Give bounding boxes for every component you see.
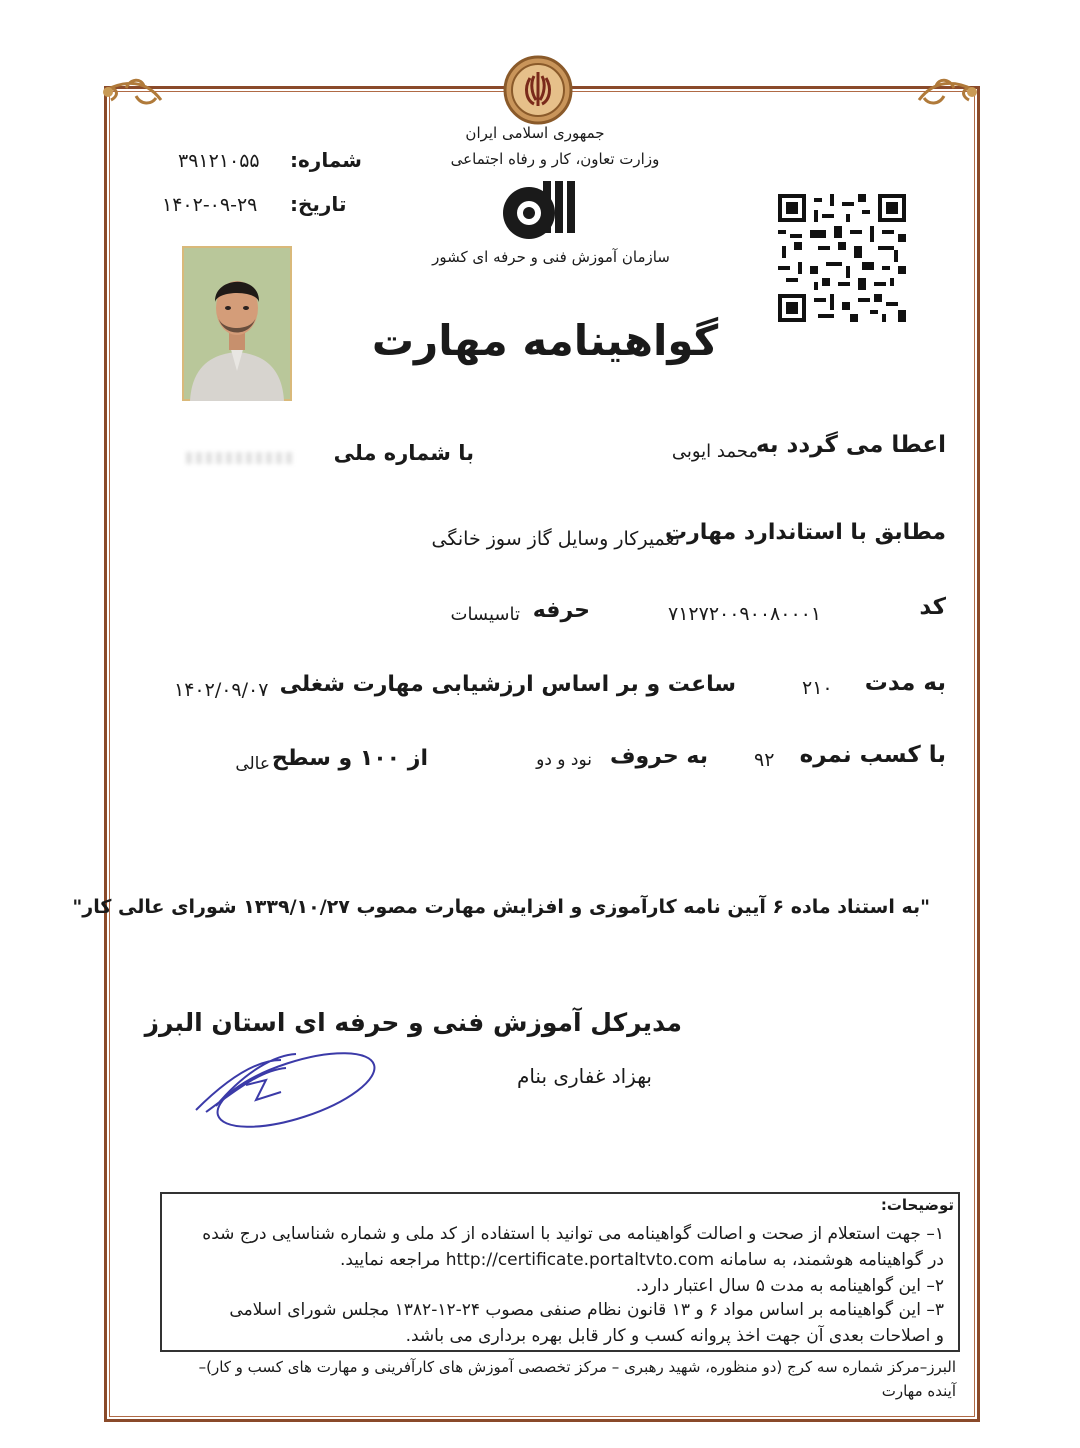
note-line-4: ۳– این گواهینامه بر اساس مواد ۶ و ۱۳ قانون نظام صنفی مصوب ۲۴-۱۲-۱۳۸۲ مجلس شورای اسلامی <box>229 1300 944 1320</box>
duration-label: به مدت <box>864 670 946 696</box>
footer-line-1: البرز–مرکز شماره سه کرج (دو منظوره، شهید رهبری – مرکز تخصصی آموزش های کارآفرینی و مهارت های کسب و کار)– <box>198 1358 956 1376</box>
notes-heading: توضیحات: <box>880 1196 954 1214</box>
trade-value: تاسیسات <box>450 604 520 625</box>
ornament-left-icon <box>96 70 166 120</box>
code-label: کد <box>919 594 946 620</box>
person-photo <box>182 246 292 401</box>
score-value: ۹۲ <box>754 749 775 771</box>
standard-label: مطابق با استاندارد مهارت <box>665 520 946 545</box>
granted-to-label: اعطا می گردد به <box>755 432 946 458</box>
code-value: ۷۱۲۷۲۰۰۹۰۰۸۰۰۰۱ <box>668 603 822 625</box>
tvto-logo-icon <box>499 173 579 245</box>
score-letters-label: به حروف <box>609 744 708 769</box>
signatory-name: بهزاد غفاری بنام <box>516 1064 652 1088</box>
standard-value: تعمیرکار وسایل گاز سوز خانگی <box>431 528 680 550</box>
header-org: سازمان آموزش فنی و حرفه ای کشور <box>432 248 670 266</box>
date-label: تاریخ: <box>290 192 347 216</box>
signatory-title: مدیرکل آموزش فنی و حرفه ای استان البرز <box>144 1008 682 1037</box>
notes-box <box>160 1192 960 1352</box>
header-country: جمهوری اسلامی ایران <box>465 124 605 142</box>
qr-code-icon[interactable] <box>778 194 906 322</box>
level-value: عالی <box>235 754 270 774</box>
evaluation-date: ۱۴۰۲/۰۹/۰۷ <box>174 679 269 701</box>
ornament-right-icon <box>914 70 984 120</box>
note-line-3: ۲– این گواهینامه به مدت ۵ سال اعتبار دارد. <box>635 1276 944 1296</box>
score-label: با کسب نمره <box>799 742 946 768</box>
certificate-title: گواهینامه مهارت <box>371 316 719 365</box>
signature-icon <box>186 1040 386 1130</box>
note-line-2: در گواهینامه هوشمند، به سامانه http://certificate.portaltvto.com مراجعه نمایید. <box>339 1250 944 1270</box>
number-value: ۳۹۱۲۱۰۵۵ <box>178 150 260 172</box>
number-label: شماره: <box>290 148 362 172</box>
recipient-name: محمد ایوبی <box>671 441 758 462</box>
hours-label: ساعت و بر اساس ارزشیابی مهارت شغلی <box>279 672 736 697</box>
national-id-redacted <box>186 452 296 464</box>
score-letters-value: نود و دو <box>536 750 592 770</box>
legal-clause: "به استناد ماده ۶ آیین نامه کارآموزی و افزایش مهارت مصوب ۱۳۳۹/۱۰/۲۷ شورای عالی کار" <box>72 896 930 918</box>
max-score-level-label: از ۱۰۰ و سطح <box>271 746 428 771</box>
national-id-label: با شماره ملی <box>333 441 474 465</box>
note-line-1: ۱– جهت استعلام از صحت و اصالت گواهینامه می توانید با استفاده از کد ملی و شماره شناسایی درج شده <box>202 1224 944 1244</box>
note-line-5: و اصلاحات بعدی آن جهت اخذ پروانه کسب و کار قابل بهره برداری می باشد. <box>405 1326 944 1346</box>
trade-label: حرفه <box>532 598 590 623</box>
header-ministry: وزارت تعاون، کار و رفاه اجتماعی <box>450 150 660 168</box>
duration-value: ۲۱۰ <box>802 677 833 699</box>
date-value: ۱۴۰۲-۰۹-۲۹ <box>162 194 258 216</box>
footer-line-2: آینده مهارت <box>881 1382 956 1400</box>
iran-emblem-icon <box>502 54 574 126</box>
